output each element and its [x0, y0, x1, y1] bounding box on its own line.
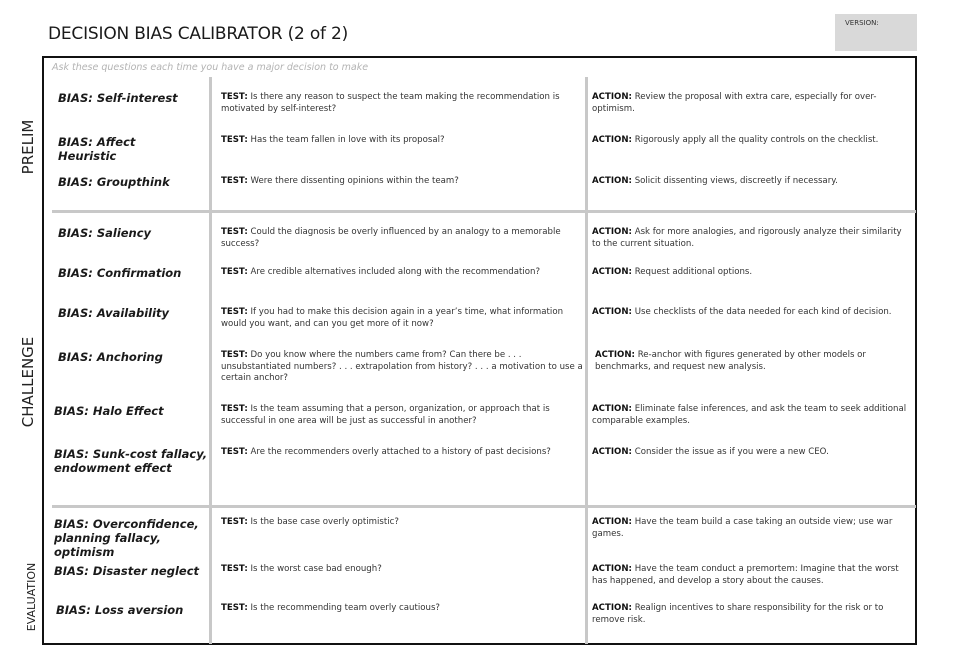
- test-question: Is the base case overly optimistic?: [250, 517, 399, 527]
- test-text: [221, 267, 583, 279]
- test-question: Is the recommending team overly cautious?: [250, 603, 440, 613]
- test-text: [221, 176, 583, 188]
- subtitle: Ask these questions each time you have a major decision to make: [52, 62, 369, 73]
- action-tag: ACTION:: [592, 267, 632, 277]
- action-tag: ACTION:: [592, 227, 632, 237]
- action-tag: ACTION:: [592, 603, 632, 613]
- bias-label: BIAS: Disaster neglect: [54, 564, 200, 578]
- bias-label: BIAS: Halo Effect: [54, 404, 164, 418]
- test-tag: TEST:: [221, 603, 248, 613]
- bias-label: BIAS: Anchoring: [58, 350, 163, 364]
- test-tag: TEST:: [221, 350, 248, 360]
- section-label-evaluation: EVALUATION: [25, 562, 38, 632]
- test-question: Has the team fallen in love with its proposal?: [250, 135, 445, 145]
- section-label-prelim: PRELIM: [19, 119, 37, 175]
- action-recommendation: Rigorously apply all the quality controls on the checklist.: [634, 135, 879, 145]
- test-text: [221, 350, 583, 385]
- action-recommendation: Review the proposal with extra care, especially for over-optimism.: [592, 92, 877, 114]
- action-text: [592, 92, 910, 115]
- action-recommendation: Ask for more analogies, and rigorously analyze their similarity to the current situation.: [592, 227, 902, 249]
- test-tag: TEST:: [221, 447, 248, 457]
- action-tag: ACTION:: [592, 176, 632, 186]
- bias-label: BIAS: Saliency: [58, 226, 152, 240]
- bias-label: BIAS: Self-interest: [58, 91, 178, 105]
- action-tag: ACTION:: [592, 92, 632, 102]
- bias-label: BIAS: Loss aversion: [56, 603, 184, 617]
- bias-label: BIAS: Availability: [58, 306, 170, 320]
- test-question: Are credible alternatives included along with the recommendation?: [250, 267, 541, 277]
- column-divider: [585, 77, 588, 644]
- action-tag: ACTION:: [592, 135, 632, 145]
- test-question: If you had to make this decision again in a year’s time, what information would you want, and can you get more of it now?: [221, 307, 564, 329]
- action-tag: ACTION:: [592, 404, 632, 414]
- test-text: [221, 92, 583, 115]
- action-text: [592, 267, 910, 279]
- test-text: [221, 447, 583, 459]
- page-title: DECISION BIAS CALIBRATOR (2 of 2): [48, 24, 349, 44]
- bias-label: BIAS: Affect Heuristic: [58, 135, 136, 163]
- action-recommendation: Realign incentives to share responsibility for the risk or to remove risk.: [592, 603, 884, 625]
- action-recommendation: Request additional options.: [634, 267, 753, 277]
- test-tag: TEST:: [221, 404, 248, 414]
- test-question: Is there any reason to suspect the team making the recommendation is motivated by self-interest?: [221, 92, 560, 114]
- action-recommendation: Eliminate false inferences, and ask the team to seek additional comparable examples.: [592, 404, 907, 426]
- action-recommendation: Consider the issue as if you were a new CEO.: [634, 447, 829, 457]
- action-recommendation: Solicit dissenting views, discreetly if necessary.: [634, 176, 838, 186]
- action-text: [592, 307, 910, 319]
- version-label: VERSION:: [845, 19, 879, 27]
- test-tag: TEST:: [221, 307, 248, 317]
- version-box[interactable]: [835, 14, 917, 51]
- action-tag: ACTION:: [592, 447, 632, 457]
- test-tag: TEST:: [221, 135, 248, 145]
- bias-label: BIAS: Overconfidence, planning fallacy, optimism: [54, 517, 199, 559]
- test-tag: TEST:: [221, 267, 248, 277]
- test-question: Is the team assuming that a person, organization, or approach that is successful in one area will be just as successful in another?: [221, 404, 550, 426]
- test-question: Do you know where the numbers came from? Can there be . . . unsubstantiated numbers? . . . extrapolation from history? . . . a motivation to use a certain anchor?: [221, 350, 583, 383]
- action-text: [595, 350, 913, 373]
- test-tag: TEST:: [221, 517, 248, 527]
- action-text: [592, 404, 910, 427]
- test-text: [221, 564, 583, 576]
- action-text: [592, 176, 910, 188]
- bias-label: BIAS: Groupthink: [58, 175, 170, 189]
- test-question: Could the diagnosis be overly influenced by an analogy to a memorable success?: [221, 227, 561, 249]
- test-text: [221, 404, 583, 427]
- action-recommendation: Have the team build a case taking an outside view; use war games.: [592, 517, 893, 539]
- action-text: [592, 564, 910, 587]
- action-text: [592, 603, 910, 626]
- action-text: [592, 517, 910, 540]
- test-question: Were there dissenting opinions within the team?: [250, 176, 459, 186]
- action-recommendation: Use checklists of the data needed for each kind of decision.: [634, 307, 892, 317]
- action-tag: ACTION:: [595, 350, 635, 360]
- action-recommendation: Re-anchor with figures generated by other models or benchmarks, and request new analysis.: [595, 350, 866, 372]
- test-question: Is the worst case bad enough?: [250, 564, 382, 574]
- test-text: [221, 517, 583, 529]
- action-tag: ACTION:: [592, 517, 632, 527]
- bias-label: BIAS: Sunk-cost fallacy, endowment effect: [54, 447, 208, 475]
- test-tag: TEST:: [221, 227, 248, 237]
- test-question: Are the recommenders overly attached to a history of past decisions?: [250, 447, 551, 457]
- test-text: [221, 307, 583, 330]
- test-tag: TEST:: [221, 564, 248, 574]
- action-text: [592, 227, 910, 250]
- action-tag: ACTION:: [592, 564, 632, 574]
- test-text: [221, 603, 583, 615]
- action-recommendation: Have the team conduct a premortem: Imagine that the worst has happened, and develop a story about the causes.: [592, 564, 899, 586]
- test-tag: TEST:: [221, 176, 248, 186]
- test-text: [221, 135, 583, 147]
- bias-label: BIAS: Confirmation: [58, 266, 182, 280]
- action-text: [592, 447, 910, 459]
- section-label-challenge: CHALLENGE: [19, 336, 37, 428]
- test-text: [221, 227, 583, 250]
- section-divider: [52, 210, 916, 213]
- action-tag: ACTION:: [592, 307, 632, 317]
- action-text: [592, 135, 910, 147]
- section-divider: [52, 505, 916, 508]
- test-tag: TEST:: [221, 92, 248, 102]
